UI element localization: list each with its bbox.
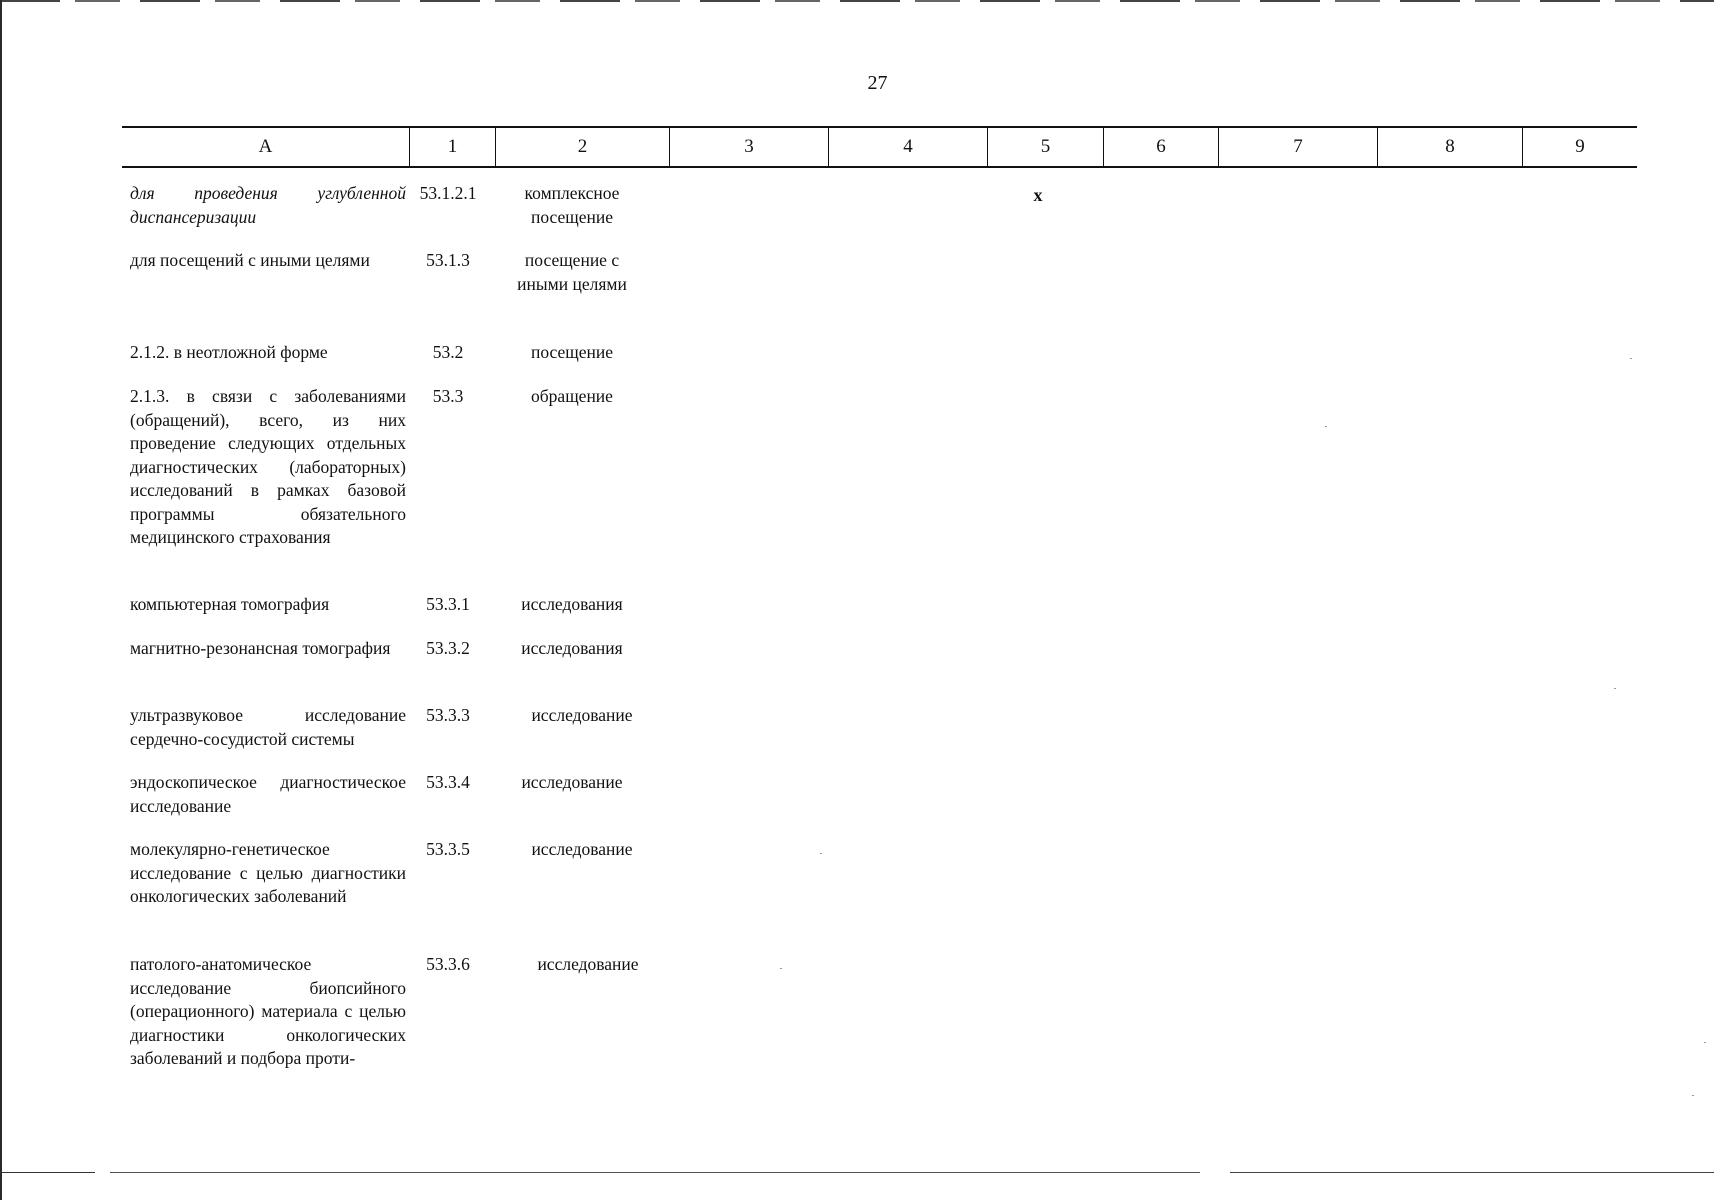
- row-unit: посещение: [530, 342, 614, 362]
- row-description: эндоскопическое диагностическое исследование: [130, 772, 406, 816]
- row-description: компьютерная томография: [130, 594, 330, 614]
- row-description: для посещений с иными целями: [130, 250, 370, 270]
- row-unit: исследование: [537, 954, 639, 974]
- row-unit: исследования: [521, 594, 623, 614]
- data-table: [122, 126, 1637, 1068]
- row-unit: обращение: [531, 386, 613, 406]
- header-col-9: 9: [1575, 136, 1585, 157]
- row-col-5-mark: х: [1033, 185, 1043, 205]
- header-col-a: А: [122, 128, 410, 166]
- scan-speck: [1614, 688, 1616, 689]
- scan-left-edge: [0, 0, 2, 1200]
- row-code: 53.3.6: [426, 954, 470, 974]
- row-code: 53.3.2: [426, 638, 470, 658]
- row-description: 2.1.2. в неотложной форме: [130, 342, 328, 362]
- row-description: молекулярно-генетическое исследование с целью диагностики онкологических заболеваний: [130, 839, 406, 906]
- scan-speck: [1692, 1095, 1694, 1096]
- scan-speck: [1704, 1042, 1706, 1043]
- scan-speck: [1630, 358, 1632, 359]
- header-col-3: 3: [670, 128, 829, 166]
- row-code: 53.1.3: [426, 250, 470, 270]
- page-number: 27: [867, 72, 888, 94]
- row-code: 53.3.3: [426, 705, 470, 725]
- header-col-1: 1: [410, 128, 496, 166]
- row-description: для проведения углубленной диспансеризации: [130, 183, 406, 227]
- row-code: 53.3.1: [426, 594, 470, 614]
- header-col-6: 6: [1104, 128, 1219, 166]
- row-description: ультразвуковое исследование сердечно-сосудистой системы: [130, 705, 406, 749]
- header-col-5: 5: [988, 128, 1104, 166]
- row-description: магнитно-резонансная томография: [130, 638, 391, 658]
- scan-bottom-edge: [0, 1172, 1714, 1173]
- row-description: 2.1.3. в связи с заболеваниями (обращений), всего, из них проведение следующих отдельных диагностических (лабораторных) исследований в рамках базовой программы обязательного медицинского страхования: [130, 386, 406, 547]
- scan-speck: [780, 968, 782, 969]
- row-unit: исследование: [531, 705, 633, 725]
- table-header-row: [122, 126, 1637, 168]
- header-col-7: 7: [1219, 128, 1378, 166]
- row-code: 53.3.4: [426, 772, 470, 792]
- header-col-4: 4: [829, 128, 988, 166]
- row-unit: посещение с иными целями: [517, 250, 627, 294]
- row-code: 53.1.2.1: [419, 183, 477, 203]
- scan-top-edge: [0, 0, 1714, 2]
- row-unit: комплексное посещение: [524, 183, 620, 227]
- row-unit: исследование: [531, 839, 633, 859]
- row-unit: исследование: [521, 772, 623, 792]
- row-code: 53.2: [432, 342, 464, 362]
- header-col-2: 2: [496, 128, 670, 166]
- row-code: 53.3: [432, 386, 464, 406]
- row-description: патолого-анатомическое исследование биопсийного (операционного) материала с целью диагностики онкологических заболеваний и подбора проти-: [130, 954, 406, 1068]
- row-unit: исследования: [521, 638, 623, 658]
- row-code: 53.3.5: [426, 839, 470, 859]
- header-col-8: 8: [1378, 128, 1523, 166]
- scan-speck: [1325, 426, 1327, 427]
- scan-speck: [820, 853, 822, 854]
